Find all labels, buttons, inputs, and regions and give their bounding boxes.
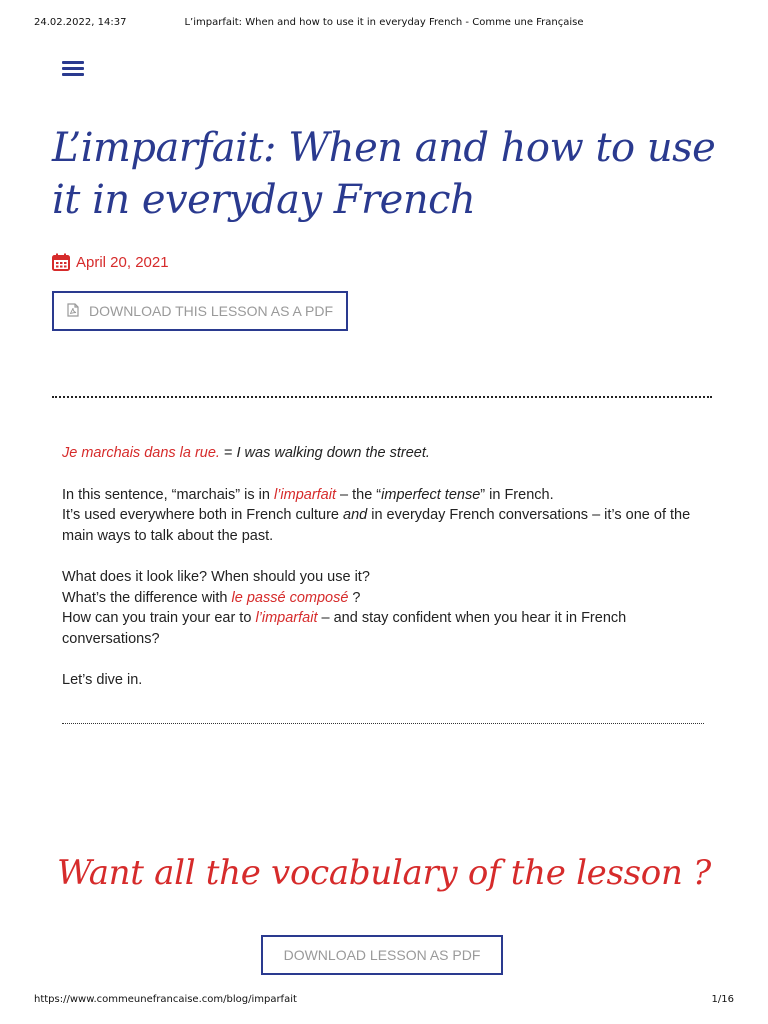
text-span: What’s the difference with <box>62 589 232 606</box>
term-passe-compose: le passé composé <box>231 589 349 606</box>
text-span: It’s used everywhere both in French culture <box>62 507 344 523</box>
equals-sign: = <box>219 445 237 461</box>
term-imparfait: l’imparfait <box>273 486 336 503</box>
print-page-number: 1/16 <box>711 994 734 1005</box>
example-english: I was walking down the street. <box>236 445 430 461</box>
text-span: – the “ <box>336 486 382 503</box>
question-1: What does it look like? When should you use it? <box>62 569 370 585</box>
text-span: ” in French. <box>480 486 554 503</box>
print-timestamp: 24.02.2022, 14:37 <box>34 17 127 28</box>
text-span: – and stay confident when you hear it in French conversations? <box>62 610 627 647</box>
paragraph-tense <box>62 485 712 506</box>
page-title: L’imparfait: When and how to use it in everyday French <box>52 125 716 223</box>
post-date <box>52 251 169 273</box>
closing-line: Let’s dive in. <box>62 672 143 688</box>
text-span: in everyday French conversations – it’s one of the main ways to talk about the past. <box>62 507 691 544</box>
question-2 <box>62 588 712 609</box>
cta-heading: Want all the vocabulary of the lesson ? <box>57 853 711 893</box>
paragraph-usage <box>62 505 712 546</box>
post-date-text: April 20, 2021 <box>76 253 169 271</box>
question-3 <box>62 608 712 649</box>
term-imparfait: l’imparfait <box>255 610 318 626</box>
section-divider <box>52 396 712 398</box>
print-header <box>0 17 768 31</box>
text-span: In this sentence, “marchais” is in <box>62 486 274 503</box>
print-footer <box>0 994 768 1008</box>
emphasis-and: and <box>343 507 368 523</box>
content-divider <box>62 723 704 724</box>
print-url: https://www.commeunefrancaise.com/blog/imparfait <box>34 994 297 1005</box>
term-imperfect-tense: imperfect tense <box>381 486 481 503</box>
hamburger-icon[interactable] <box>62 60 84 77</box>
download-pdf-label: DOWNLOAD THIS LESSON AS A PDF <box>88 303 334 319</box>
download-lesson-label: DOWNLOAD LESSON AS PDF <box>283 947 481 963</box>
pdf-file-icon <box>67 303 79 320</box>
download-lesson-button[interactable] <box>261 935 503 975</box>
text-span: ? <box>348 589 361 606</box>
article-body <box>62 443 712 691</box>
example-sentence <box>62 443 712 464</box>
download-pdf-button[interactable] <box>52 291 348 331</box>
example-french: Je marchais dans la rue. <box>62 445 220 461</box>
calendar-icon <box>52 253 70 271</box>
text-span: How can you train your ear to <box>62 610 256 626</box>
print-document-title: L’imparfait: When and how to use it in everyday French - Comme une Française <box>184 17 584 28</box>
